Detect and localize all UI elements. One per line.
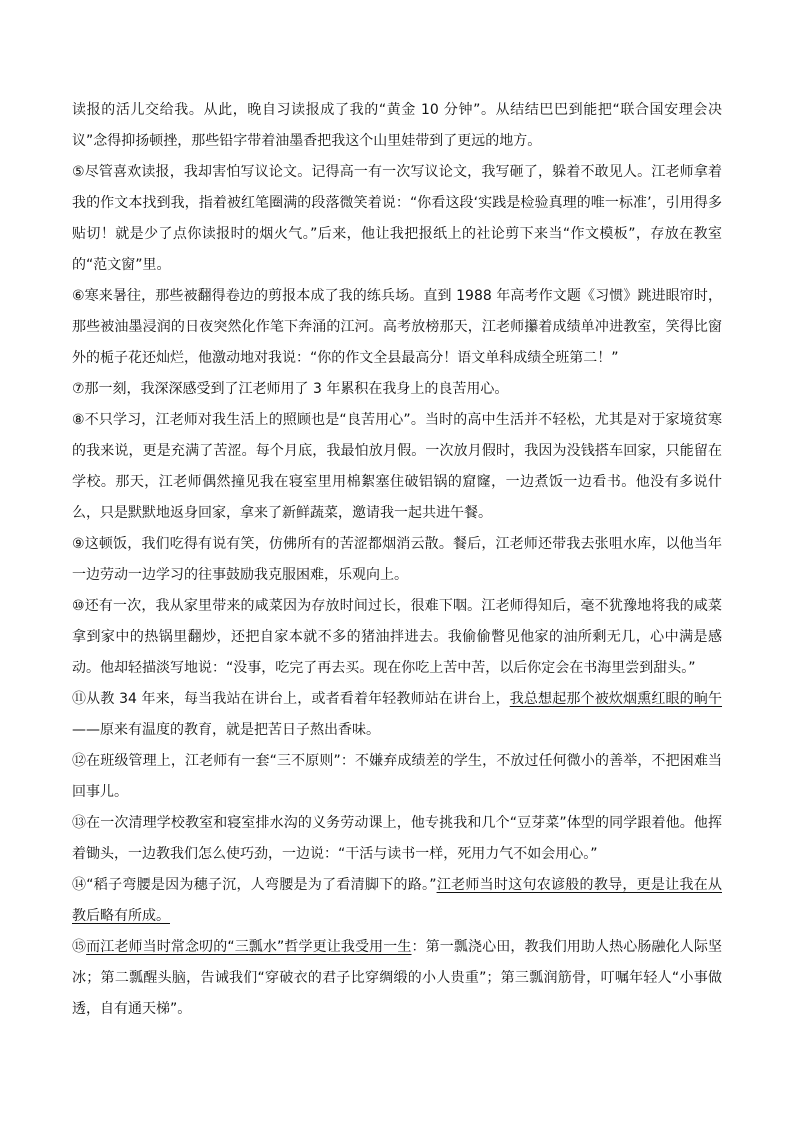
paragraph <box>72 157 722 281</box>
paragraph <box>72 932 722 1025</box>
paragraph-text: ⑥寒来暑往，那些被翻得卷边的剪报本成了我的练兵场。直到 1988 年高考作文题《习惯》跳进眼帘时，那些被油墨浸润的日夜突然化作笔下奔涌的江河。高考放榜那天，江老师攥着成绩单冲进教室，笑得比窗外的栀子花还灿烂，他激动地对我说：“你的作文全县最高分！语文单科成绩全班第二！” <box>72 288 722 366</box>
document-page <box>72 95 722 1025</box>
paragraph-text: ⑬在一次清理学校教室和寝室排水沟的义务劳动课上，他专挑我和几个“豆芽菜”体型的同学跟着他。他挥着锄头，一边教我们怎么使巧劲，一边说：“干活与读书一样，死用力气不如会用心。” <box>72 815 722 862</box>
paragraph <box>72 808 722 870</box>
paragraph <box>72 95 722 157</box>
paragraph-text: ⑨这顿饭，我们吃得有说有笑，仿佛所有的苦涩都烟消云散。餐后，江老师还带我去张咀水库，以他当年一边劳动一边学习的往事鼓励我克服困难，乐观向上。 <box>72 536 722 583</box>
paragraph-text: ⑦那一刻，我深深感受到了江老师用了 3 年累积在我身上的良苦用心。 <box>72 381 509 397</box>
underlined-text: 我总想起那个被炊烟熏红眼的晌午 <box>509 691 722 707</box>
paragraph-text: ⑪从教 34 年来，每当我站在讲台上，或者看着年轻教师站在讲台上， <box>72 691 510 707</box>
paragraph-text: ：第一瓢浇心田，教我们用助人热心肠融化人际坚冰；第二瓢醒头脑，告诫我们“穿破衣的君子比穿绸缎的小人贵重”；第三瓢润筋骨，叮嘱年轻人“小事做透，自有通天梯”。 <box>72 939 723 1017</box>
underlined-text: 而江老师当时常念叨的“三瓢水”哲学更让我受用一生 <box>86 939 412 955</box>
paragraph <box>72 374 722 405</box>
paragraph <box>72 684 722 746</box>
paragraph-text: ——原来有温度的教育，就是把苦日子熬出香味。 <box>72 722 380 738</box>
article-body <box>72 95 722 1025</box>
paragraph-text: ⑤尽管喜欢读报，我却害怕写议论文。记得高一有一次写议论文，我写砸了，躲着不敢见人。江老师拿着我的作文本找到我，指着被红笔圈满的段落微笑着说：“你看这段‘实践是检验真理的唯一标准’，引用得多贴切！就是少了点你读报时的烟火气。”后来，他让我把报纸上的社论剪下来当“作文模板”，存放在教室的“范文窗”里。 <box>72 164 722 273</box>
paragraph <box>72 281 722 374</box>
paragraph <box>72 405 722 529</box>
paragraph-text: ⑮ <box>72 939 87 955</box>
paragraph <box>72 870 722 932</box>
paragraph <box>72 591 722 684</box>
underlined-text: 江老师当时这句农谚般的教导，更是让我在从教后略有所成。 <box>72 877 722 924</box>
paragraph-text: ⑭“稻子弯腰是因为穗子沉，人弯腰是为了看清脚下的路。” <box>72 877 437 893</box>
paragraph-text: ⑩还有一次，我从家里带来的咸菜因为存放时间过长，很难下咽。江老师得知后，毫不犹豫地将我的咸菜拿到家中的热锅里翻炒，还把自家本就不多的猪油拌进去。我偷偷瞥见他家的油所剩无几，心中满是感动。他却轻描淡写地说：“没事，吃完了再去买。现在你吃上苦中苦，以后你定会在书海里尝到甜头。” <box>72 598 722 676</box>
paragraph-text: 读报的活儿交给我。从此，晚自习读报成了我的“黄金 10 分钟”。从结结巴巴到能把“联合国安理会决议”念得抑扬顿挫，那些铅字带着油墨香把我这个山里娃带到了更远的地方。 <box>72 102 722 149</box>
paragraph-text: ⑧不只学习，江老师对我生活上的照顾也是“良苦用心”。当时的高中生活并不轻松，尤其是对于家境贫寒的我来说，更是充满了苦涩。每个月底，我最怕放月假。一次放月假时，我因为没钱搭车回家，只能留在学校。那天，江老师偶然撞见我在寝室里用棉絮塞住破铝锅的窟窿，一边煮饭一边看书。他没有多说什么，只是默默地返身回家，拿来了新鲜蔬菜，邀请我一起共进午餐。 <box>72 412 722 521</box>
paragraph-text: ⑫在班级管理上，江老师有一套“三不原则”：不嫌弃成绩差的学生，不放过任何微小的善举，不把困难当回事儿。 <box>72 753 722 800</box>
paragraph <box>72 746 722 808</box>
paragraph <box>72 529 722 591</box>
